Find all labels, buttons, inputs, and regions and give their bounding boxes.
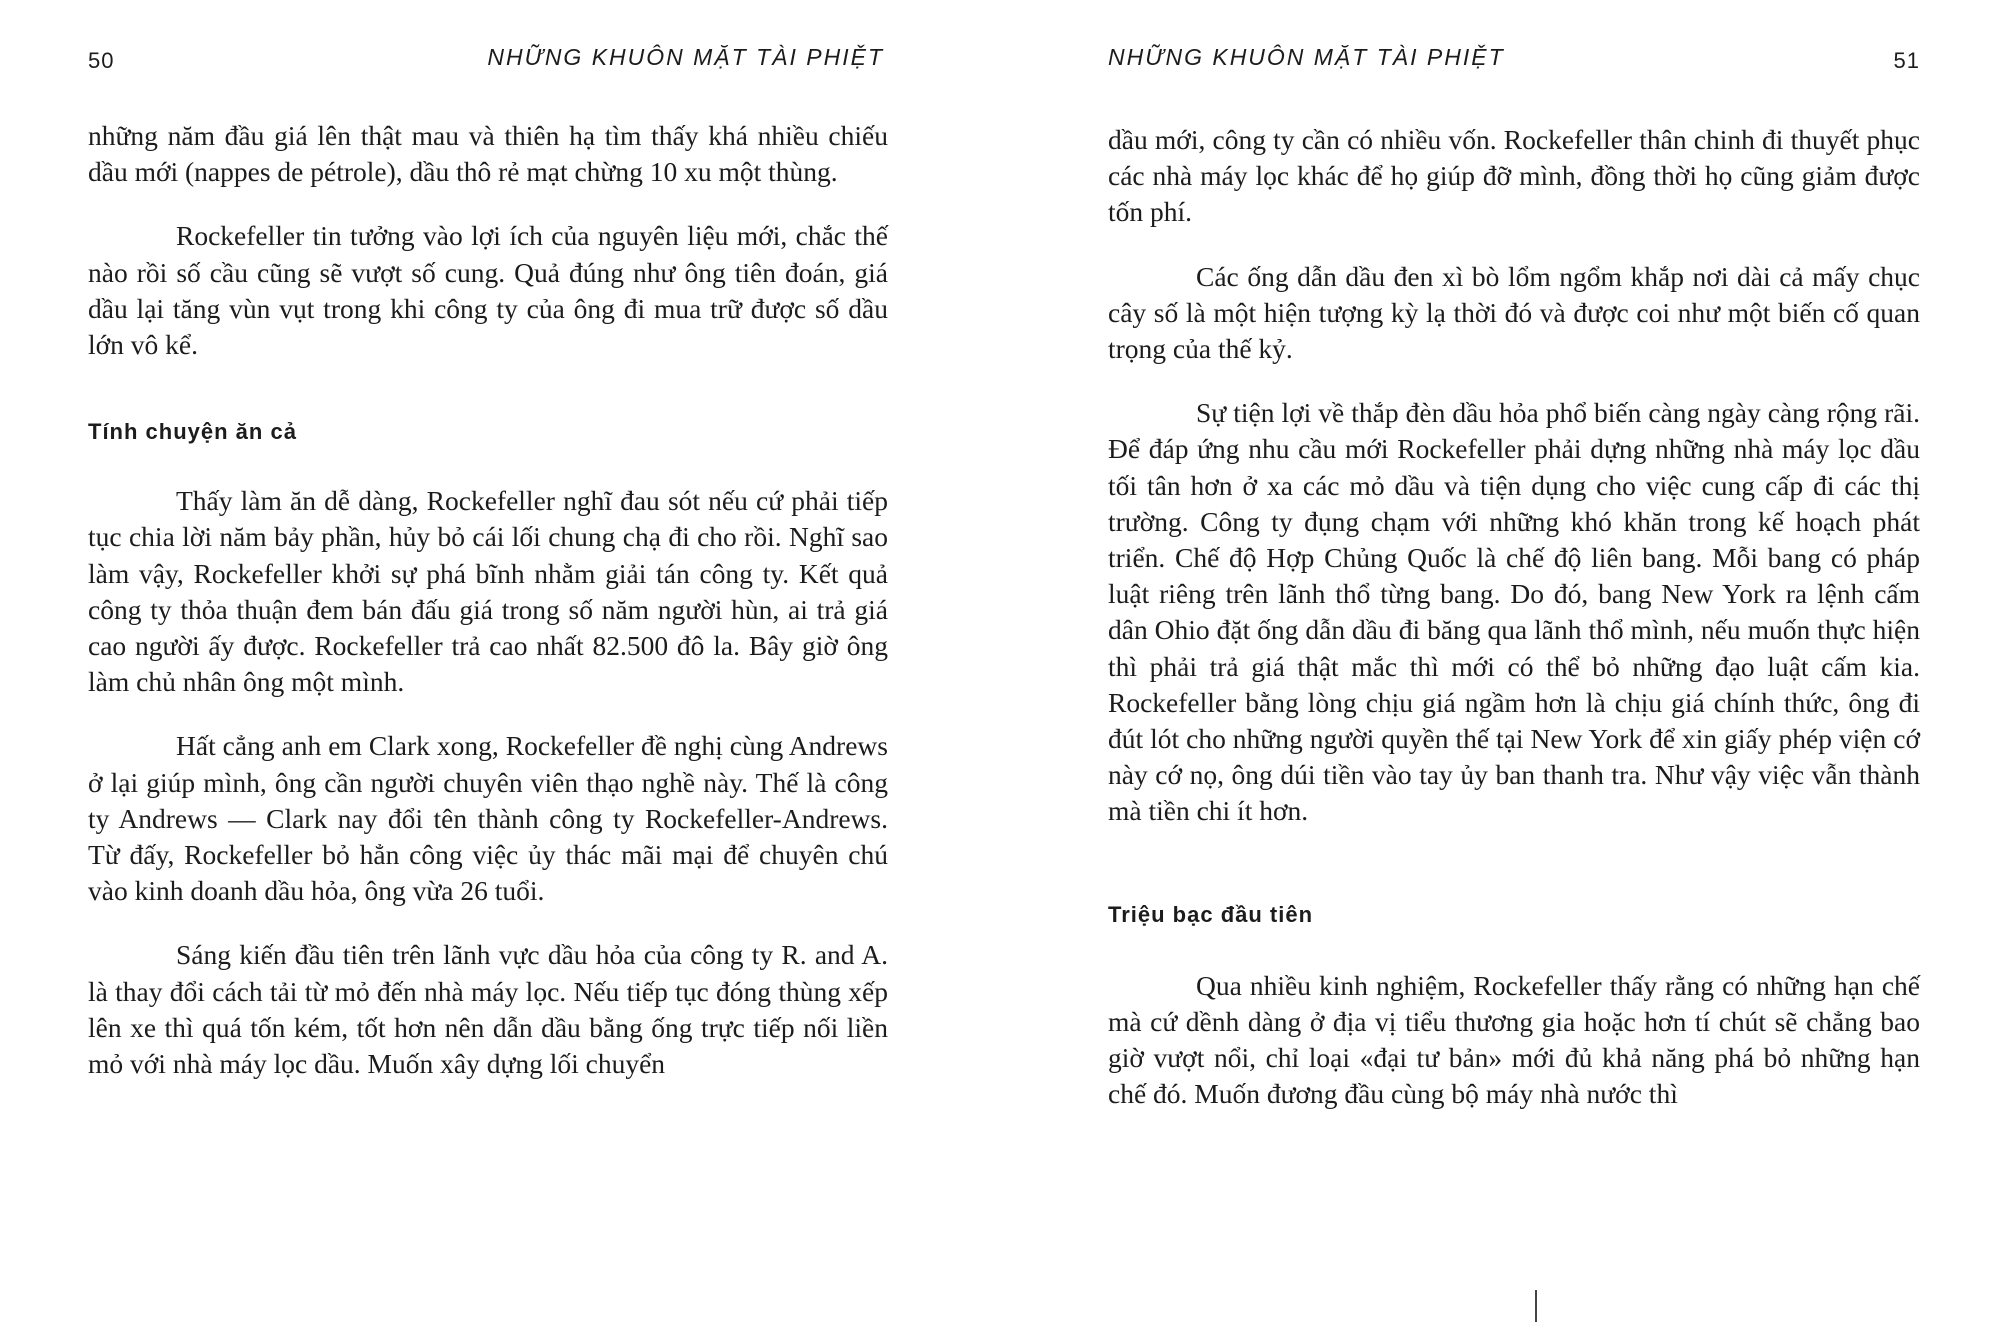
- section-heading: Triệu bạc đầu tiên: [1108, 901, 1314, 927]
- paragraph: Qua nhiều kinh nghiệm, Rockefeller thấy rằng có những hạn chế mà cứ dềnh dàng ở địa vị tiểu thương gia hoặc hơn tí chút sẽ chẳng bao giờ vượt nổi, chỉ loại «đại tư bản» mới đủ khả năng phá bỏ những hạn chế đó. Muốn đương đầu cùng bộ máy nhà nước thì: [1108, 969, 1920, 1110]
- section-heading: Tính chuyện ăn cả: [88, 419, 297, 445]
- paragraph: dầu mới, công ty cần có nhiều vốn. Rockefeller thân chinh đi thuyết phục các nhà máy lọc khác để họ giúp đỡ mình, đồng thời họ cũng giảm được tốn phí.: [1108, 124, 1920, 228]
- left-page-number: 50: [88, 48, 115, 73]
- paragraph: những năm đầu giá lên thật mau và thiên hạ tìm thấy khá nhiều chiếu dầu mới (nappes de pétrole), dầu thô rẻ mạt chừng 10 xu một thùng.: [88, 120, 888, 188]
- scan-mark: [1535, 1290, 1537, 1322]
- paragraph: Sự tiện lợi về thắp đèn dầu hỏa phổ biến càng ngày càng rộng rãi. Để đáp ứng nhu cầu mới Rockefeller phải dựng những nhà máy lọc dầu tối tân hơn ở xa các mỏ dầu và tiện dụng cho việc cung cấp đi các thị trường. Công ty đụng chạm với những khó khăn trong kế hoạch phát triển. Chế độ Hợp Chủng Quốc là chế độ liên bang. Mỗi bang có pháp luật riêng trên lãnh thổ từng bang. Do đó, bang New York ra lệnh cấm dân Ohio đặt ống dẫn dầu đi băng qua lãnh thổ mình, nếu muốn thực hiện thì phải trả giá thật mắc thì mới có thể bỏ những đạo luật cấm kia. Rockefeller bằng lòng chịu giá ngầm hơn là chịu giá chính thức, ông đi đút lót cho những người quyền thế tại New York để xin giấy phép viện cớ này cớ nọ, ông dúi tiền vào tay ủy ban thanh tra. Như vậy việc vẫn thành mà tiền chi ít hơn.: [1108, 397, 1920, 827]
- paragraph: Các ống dẫn dầu đen xì bò lổm ngổm khắp nơi dài cả mấy chục cây số là một hiện tượng kỳ lạ thời đó và được coi như một biến cố quan trọng của thế kỷ.: [1108, 260, 1920, 365]
- right-page: [1108, 0, 1920, 1337]
- paragraph: Sáng kiến đầu tiên trên lãnh vực dầu hỏa của công ty R. and A. là thay đổi cách tải từ mỏ đến nhà máy lọc. Nếu tiếp tục đóng thùng xếp lên xe thì quá tốn kém, tốt hơn nên dẫn dầu bằng ống trực tiếp nối liền mỏ với nhà máy lọc dầu. Muốn xây dựng lối chuyển: [88, 939, 888, 1080]
- left-page-body: [88, 118, 888, 1110]
- paragraph: Hất cẳng anh em Clark xong, Rockefeller đề nghị cùng Andrews ở lại giúp mình, ông cần người chuyên viên thạo nghề này. Thế là công ty Andrews — Clark nay đổi tên thành công ty Rockefeller-Andrews. Từ đấy, Rockefeller bỏ hẳn công việc ủy thác mãi mại để chuyên chú vào kinh doanh dầu hỏa, ông vừa 26 tuổi.: [88, 730, 888, 907]
- paragraph: Thấy làm ăn dễ dàng, Rockefeller nghĩ đau sót nếu cứ phải tiếp tục chia lời năm bảy phần, hủy bỏ cái lối chung chạ đi cho rồi. Nghĩ sao làm vậy, Rockefeller khởi sự phá bĩnh nhằm giải tán công ty. Kết quả công ty thỏa thuận đem bán đấu giá trong số năm người hùn, ai trả giá cao người ấy được. Rockefeller trả cao nhất 82.500 đô la. Bây giờ ông làm chủ nhân ông một mình.: [88, 485, 888, 698]
- left-running-title: NHỮNG KHUÔN MẶT TÀI PHIỆT: [487, 44, 884, 70]
- left-page: [88, 0, 888, 1337]
- right-running-title: NHỮNG KHUÔN MẶT TÀI PHIỆT: [1108, 44, 1505, 70]
- left-page-header: [88, 44, 888, 78]
- paragraph: Rockefeller tin tưởng vào lợi ích của nguyên liệu mới, chắc thế nào rồi số cầu cũng sẽ vượt số cung. Quả đúng như ông tiên đoán, giá dầu lại tăng vùn vụt trong khi công ty của ông đi mua trữ được số dầu lớn vô kể.: [88, 220, 888, 361]
- right-page-header: [1108, 44, 1920, 78]
- right-page-body: [1108, 122, 1920, 1140]
- right-page-number: 51: [1893, 48, 1920, 73]
